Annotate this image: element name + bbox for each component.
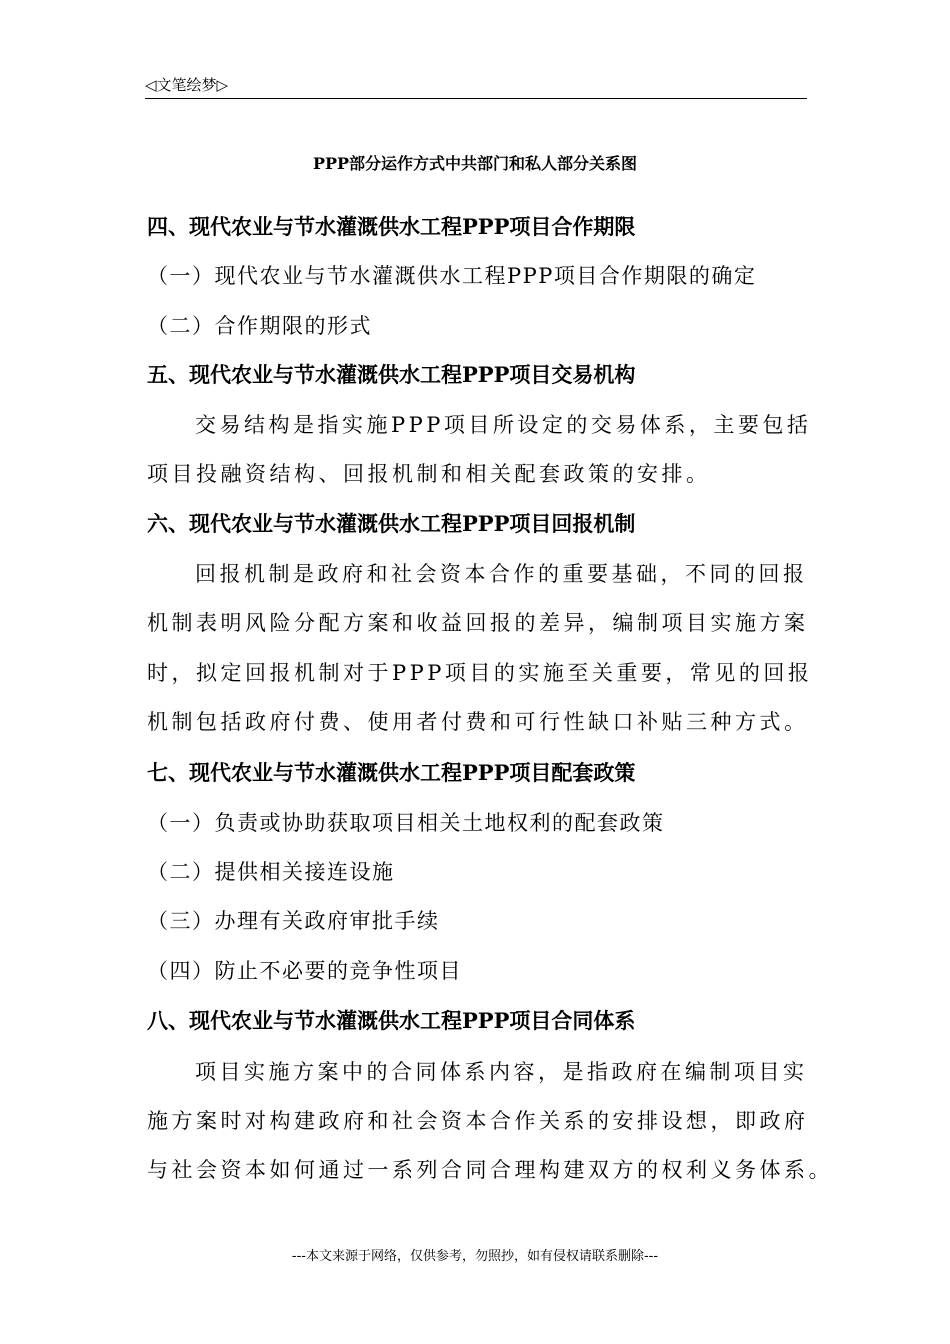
subsection-7-3: （三）办理有关政府审批手续 <box>147 909 440 933</box>
paragraph-line: 施方案时对构建政府和社会资本合作关系的安排设想，即政府 <box>147 1109 809 1133</box>
subsection-7-2: （二）提供相关接连设施 <box>147 860 395 884</box>
subsection-7-1: （一）负责或协助获取项目相关土地权利的配套政策 <box>147 811 665 835</box>
paragraph-line: 交易结构是指实施PPP项目所设定的交易体系，主要包括 <box>195 413 812 437</box>
subsection-7-4: （四）防止不必要的竞争性项目 <box>147 959 462 983</box>
paragraph-line: 回报机制是政府和社会资本合作的重要基础，不同的回报 <box>195 562 808 586</box>
header-divider <box>145 98 807 99</box>
paragraph-line: 项目投融资结构、回报机制和相关配套政策的安排。 <box>147 462 711 486</box>
paragraph-line: 机制包括政府付费、使用者付费和可行性缺口补贴三种方式。 <box>147 710 809 734</box>
section-heading-7: 七、现代农业与节水灌溉供水工程PPP项目配套政策 <box>147 760 636 785</box>
figure-caption: PPP部分运作方式中共部门和私人部分关系图 <box>312 154 638 173</box>
paragraph-line: 与社会资本如何通过一系列合同合理构建双方的权利义务体系。 <box>147 1158 833 1182</box>
subsection-4-1: （一）现代农业与节水灌溉供水工程PPP项目合作期限的确定 <box>147 264 757 288</box>
section-heading-8: 八、现代农业与节水灌溉供水工程PPP项目合同体系 <box>147 1008 636 1033</box>
paragraph-line: 时，拟定回报机制对于PPP项目的实施至关重要，常见的回报 <box>147 661 813 685</box>
page-header: ◁文笔绘梦▷ <box>145 76 229 94</box>
subsection-4-2: （二）合作期限的形式 <box>147 314 372 338</box>
section-heading-5: 五、现代农业与节水灌溉供水工程PPP项目交易机构 <box>147 362 636 387</box>
paragraph-line: 机制表明风险分配方案和收益回报的差异，编制项目实施方案 <box>147 611 809 635</box>
section-heading-6: 六、现代农业与节水灌溉供水工程PPP项目回报机制 <box>147 511 636 536</box>
section-heading-4: 四、现代农业与节水灌溉供水工程PPP项目合作期限 <box>147 214 636 239</box>
page-footer: ---本文来源于网络，仅供参考，勿照抄，如有侵权请联系删除--- <box>291 1249 659 1264</box>
paragraph-line: 项目实施方案中的合同体系内容，是指政府在编制项目实 <box>195 1060 808 1084</box>
